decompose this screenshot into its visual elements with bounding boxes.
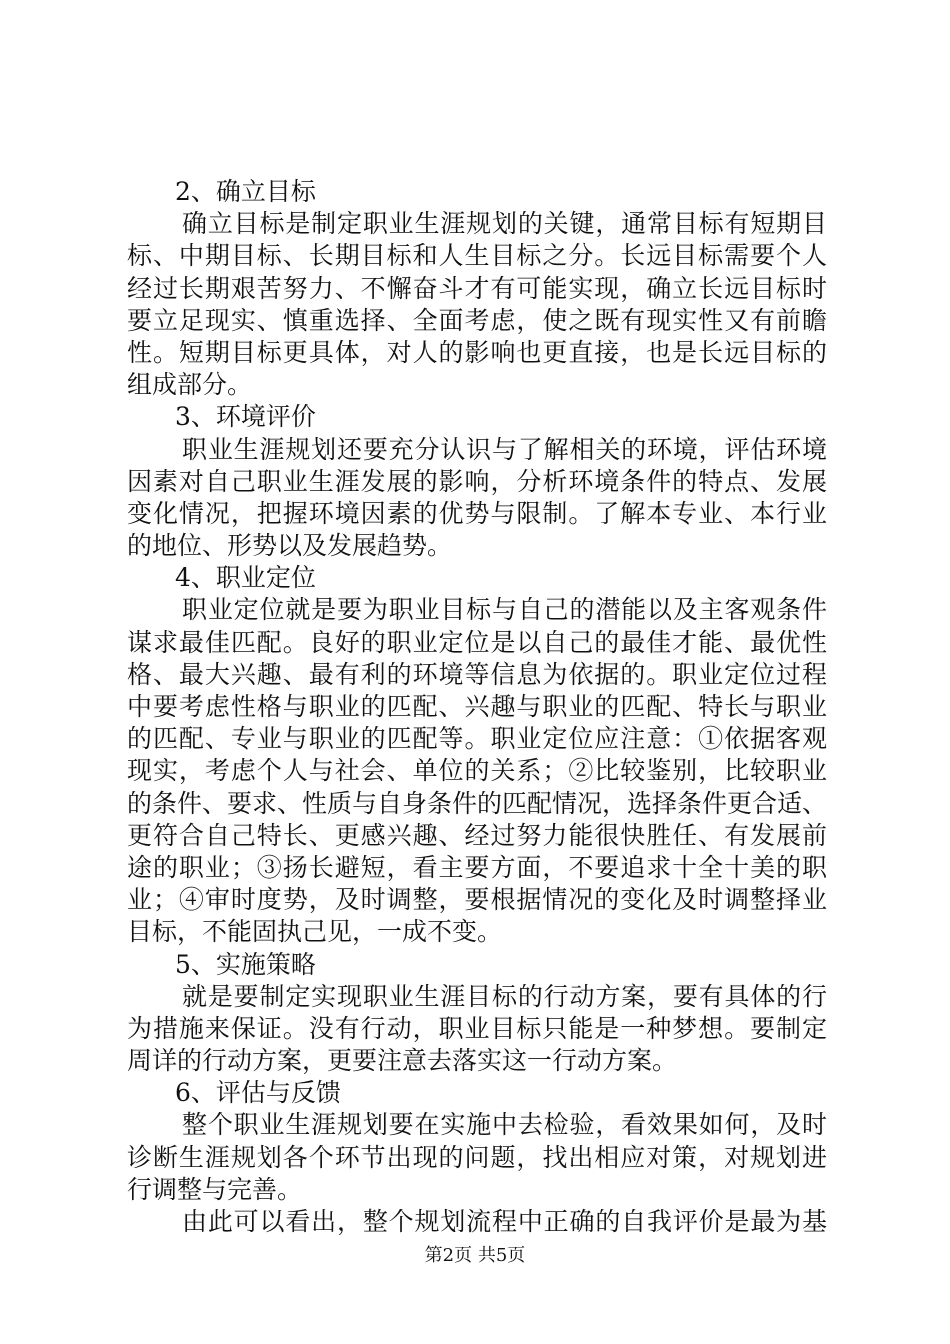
paragraph-line: 现实，考虑个人与社会、单位的关系；②比较鉴别，比较职业	[127, 756, 827, 786]
section-heading: 4、职业定位	[175, 563, 316, 593]
section-heading: 2、确立目标	[175, 177, 316, 206]
page-footer: 第2页 共5页	[424, 1245, 526, 1266]
paragraph-line: 因素对自己职业生涯发展的影响，分析环境条件的特点、发展	[127, 466, 827, 496]
paragraph-line: 中要考虑性格与职业的匹配、兴趣与职业的匹配、特长与职业	[127, 692, 827, 721]
paragraph-line: 要立足现实、慎重选择、全面考虑，使之既有现实性又有前瞻	[127, 305, 827, 335]
paragraph-line: 职业定位就是要为职业目标与自己的潜能以及主客观条件	[182, 595, 827, 625]
paragraph-line: 业；④审时度势，及时调整，要根据情况的变化及时调整择业	[127, 885, 827, 915]
section-heading: 5、实施策略	[175, 949, 316, 979]
paragraph-line: 就是要制定实现职业生涯目标的行动方案，要有具体的行	[182, 981, 827, 1011]
paragraph-line: 目标，不能固执己见，一成不变。	[127, 917, 503, 947]
paragraph-line: 谋求最佳匹配。良好的职业定位是以自己的最佳才能、最优性	[127, 627, 827, 657]
paragraph-line: 变化情况，把握环境因素的优势与限制。了解本专业、本行业	[127, 498, 827, 528]
document-body	[127, 176, 827, 1238]
paragraph-line: 更符合自己特长、更感兴趣、经过努力能很快胜任、有发展前	[127, 820, 827, 850]
paragraph-line: 由此可以看出，整个规划流程中正确的自我评价是最为基	[182, 1207, 827, 1236]
paragraph-line: 周详的行动方案，更要注意去落实这一行动方案。	[127, 1046, 678, 1076]
paragraph-line: 职业生涯规划还要充分认识与了解相关的环境，评估环境	[182, 434, 827, 464]
paragraph-line: 为措施来保证。没有行动，职业目标只能是一种梦想。要制定	[127, 1013, 827, 1043]
paragraph-line: 性。短期目标更具体，对人的影响也更直接，也是长远目标的	[127, 337, 827, 367]
paragraph-line: 经过长期艰苦努力、不懈奋斗才有可能实现，确立长远目标时	[127, 273, 827, 303]
section-heading: 6、评估与反馈	[175, 1078, 341, 1108]
paragraph-line: 途的职业；③扬长避短，看主要方面，不要追求十全十美的职	[127, 852, 827, 882]
paragraph-line: 确立目标是制定职业生涯规划的关键，通常目标有短期目	[182, 209, 827, 239]
paragraph-line: 诊断生涯规划各个环节出现的问题，找出相应对策，对规划进	[127, 1142, 827, 1172]
paragraph-line: 的地位、形势以及发展趋势。	[127, 531, 453, 561]
paragraph-line: 整个职业生涯规划要在实施中去检验，看效果如何，及时	[182, 1110, 827, 1140]
paragraph-line: 行调整与完善。	[127, 1174, 303, 1204]
paragraph-line: 的匹配、专业与职业的匹配等。职业定位应注意：①依据客观	[127, 724, 827, 754]
paragraph-line: 的条件、要求、性质与自身条件的匹配情况，选择条件更合适、	[127, 788, 827, 818]
paragraph-line: 组成部分。	[127, 370, 253, 400]
section-heading: 3、环境评价	[175, 402, 316, 432]
paragraph-line: 标、中期目标、长期目标和人生目标之分。长远目标需要个人	[127, 241, 827, 271]
paragraph-line: 格、最大兴趣、最有利的环境等信息为依据的。职业定位过程	[127, 659, 827, 689]
